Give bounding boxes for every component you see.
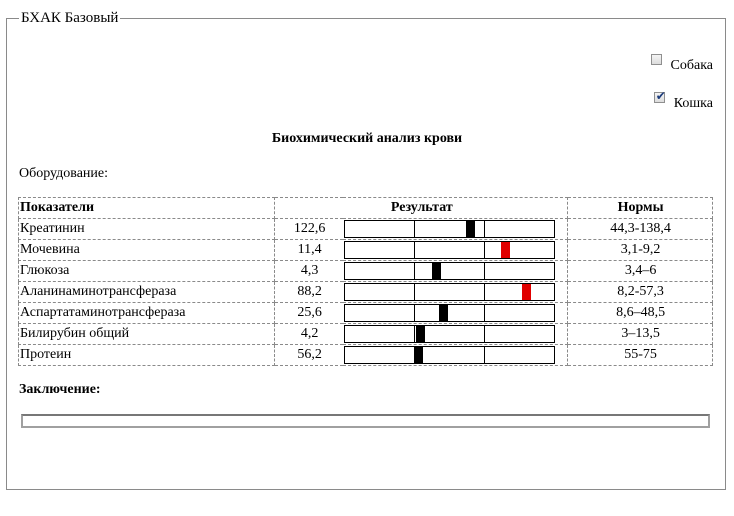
header-indicators: Показатели [19, 198, 275, 219]
result-bar [344, 325, 555, 343]
result-marker [414, 347, 423, 363]
result-bar-cell [343, 345, 568, 366]
bar-divider-high [484, 347, 485, 363]
results-table [18, 197, 713, 366]
header-norms: Нормы [568, 198, 713, 219]
indicator-name: Аланинаминотрансфераза [19, 282, 275, 303]
species-option-cat[interactable] [654, 89, 713, 112]
bar-divider-low [414, 263, 415, 279]
indicator-name: Креатинин [19, 219, 275, 240]
result-bar [344, 283, 555, 301]
result-bar-cell [343, 324, 568, 345]
result-value: 122,6 [275, 219, 343, 240]
conclusion-label: Заключение: [19, 382, 101, 397]
result-marker [466, 221, 475, 237]
result-marker [439, 305, 448, 321]
bar-divider-low [414, 305, 415, 321]
header-result: Результат [275, 198, 568, 219]
result-bar-cell [343, 240, 568, 261]
bar-divider-high [484, 326, 485, 342]
dog-checkbox[interactable] [651, 54, 662, 65]
dog-label: Собака [670, 58, 713, 73]
bar-divider-high [484, 284, 485, 300]
result-bar-cell [343, 261, 568, 282]
indicator-name: Глюкоза [19, 261, 275, 282]
bar-divider-high [484, 305, 485, 321]
result-marker [432, 263, 441, 279]
page-title: Биохимический анализ крови [271, 131, 463, 146]
species-option-dog[interactable] [651, 58, 713, 74]
norm-range: 8,6–48,5 [568, 303, 713, 324]
result-marker [416, 326, 425, 342]
result-bar-cell [343, 282, 568, 303]
table-row [19, 324, 713, 345]
bar-divider-low [414, 284, 415, 300]
norm-range: 3,1-9,2 [568, 240, 713, 261]
result-bar [344, 346, 555, 364]
conclusion-input[interactable] [21, 414, 710, 428]
norm-range: 3–13,5 [568, 324, 713, 345]
result-marker [522, 284, 531, 300]
table-row [19, 282, 713, 303]
bar-divider-high [484, 221, 485, 237]
indicator-name: Мочевина [19, 240, 275, 261]
result-bar [344, 262, 555, 280]
norm-range: 8,2-57,3 [568, 282, 713, 303]
table-row [19, 303, 713, 324]
norm-range: 3,4–6 [568, 261, 713, 282]
result-marker [501, 242, 510, 258]
table-row [19, 345, 713, 366]
fieldset-legend: БХАК Базовый [21, 10, 119, 26]
bar-divider-low [414, 221, 415, 237]
result-bar [344, 304, 555, 322]
result-bar-cell [343, 219, 568, 240]
indicator-name: Билирубин общий [19, 324, 275, 345]
equipment-label: Оборудование: [19, 166, 109, 181]
result-value: 4,2 [275, 324, 343, 345]
cat-label: Кошка [673, 96, 713, 111]
result-value: 25,6 [275, 303, 343, 324]
result-value: 56,2 [275, 345, 343, 366]
result-bar-cell [343, 303, 568, 324]
norm-range: 55-75 [568, 345, 713, 366]
result-bar [344, 241, 555, 259]
table-row [19, 261, 713, 282]
bar-divider-low [414, 242, 415, 258]
result-value: 4,3 [275, 261, 343, 282]
norm-range: 44,3-138,4 [568, 219, 713, 240]
table-row [19, 240, 713, 261]
result-bar [344, 220, 555, 238]
bar-divider-high [484, 242, 485, 258]
indicator-name: Аспартатаминотрансфераза [19, 303, 275, 324]
checkmark-icon: ✔ [655, 89, 666, 103]
bar-divider-high [484, 263, 485, 279]
result-value: 11,4 [275, 240, 343, 261]
indicator-name: Протеин [19, 345, 275, 366]
table-header-row [19, 198, 713, 219]
cat-checkbox[interactable] [654, 89, 666, 103]
result-value: 88,2 [275, 282, 343, 303]
table-row [19, 219, 713, 240]
